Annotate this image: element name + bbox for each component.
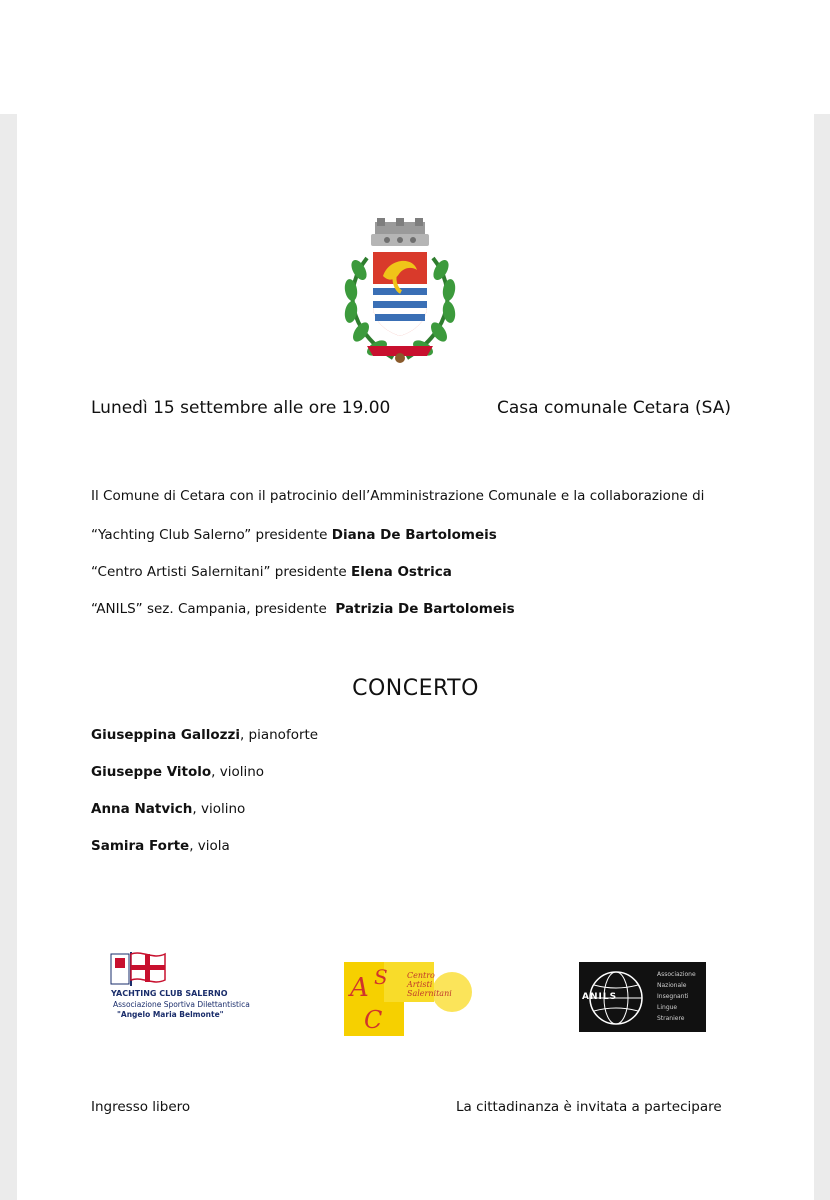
yachting-club-name: "Angelo Maria Belmonte" (117, 1010, 224, 1019)
organization-text: “ANILS” sez. Campania, presidente (91, 601, 336, 617)
organization-president: Diana De Bartolomeis (331, 527, 497, 543)
organization-line (91, 601, 515, 617)
footer-entry-note: Ingresso libero (91, 1099, 191, 1115)
top-margin-band (0, 0, 830, 114)
svg-text:S: S (374, 965, 388, 989)
performer-instrument: , viola (189, 838, 230, 854)
performer-instrument: , pianoforte (239, 727, 319, 743)
anils-side-text: Nazionale (657, 982, 687, 989)
cetara-coat-of-arms (337, 218, 463, 374)
centro-artisti-text: Centro (407, 971, 435, 980)
yachting-club-title: YACHTING CLUB SALERNO (111, 989, 228, 998)
performer-line (91, 801, 245, 817)
performer-line (91, 727, 318, 743)
organization-text: “Centro Artisti Salernitani” presidente (91, 564, 352, 580)
flyer-page (17, 114, 814, 1200)
anils-side-text: Lingue (657, 1004, 678, 1011)
concert-title: CONCERTO (352, 676, 479, 701)
svg-text:A: A (350, 973, 369, 1003)
event-date-time: Lunedì 15 settembre alle ore 19.00 (91, 398, 391, 418)
organization-line (91, 564, 452, 580)
anils-side-text: Insegnanti (657, 993, 689, 1000)
performer-name: Giuseppina Gallozzi (91, 727, 240, 743)
performer-name: Samira Forte (91, 838, 190, 854)
performer-line (91, 838, 230, 854)
organization-text: “Yachting Club Salerno” presidente (91, 527, 332, 543)
footer-invitation: La cittadinanza è invitata a partecipare (456, 1099, 722, 1115)
event-venue: Casa comunale Cetara (SA) (497, 398, 732, 418)
anils-word: ANILS (582, 992, 618, 1002)
organization-president: Elena Ostrica (351, 564, 452, 580)
intro-text: Il Comune di Cetara con il patrocinio dell’Amministrazione Comunale e la collaborazione di (91, 488, 705, 504)
centro-artisti-text: Salernitani (407, 989, 452, 998)
performer-name: Anna Natvich (91, 801, 193, 817)
centro-artisti-text: Artisti (407, 980, 433, 989)
anils-side-text: Straniere (657, 1015, 685, 1022)
performer-line (91, 764, 264, 780)
organization-line (91, 527, 497, 543)
anils-side-text: Associazione (657, 971, 696, 978)
organization-president: Patrizia De Bartolomeis (335, 601, 515, 617)
performer-name: Giuseppe Vitolo (91, 764, 212, 780)
svg-text:C: C (364, 1006, 383, 1034)
yachting-club-subtitle: Associazione Sportiva Dilettantistica (113, 1000, 250, 1009)
performer-instrument: , violino (211, 764, 265, 780)
performer-instrument: , violino (192, 801, 246, 817)
